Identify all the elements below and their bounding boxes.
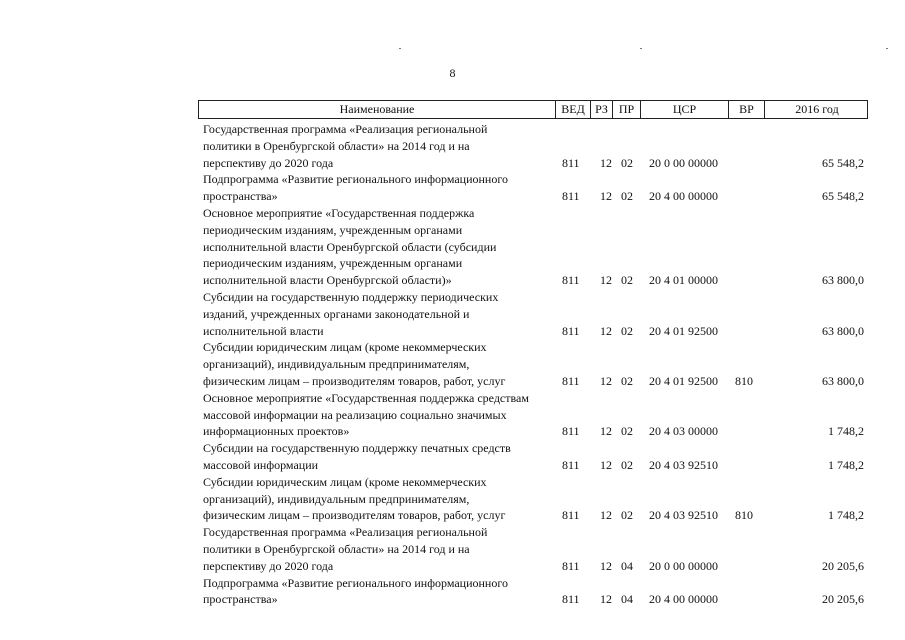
row-rz: 12 [600,558,612,573]
row-ved: 811 [562,424,580,439]
scan-speck [640,48,642,49]
row-rz: 12 [600,457,612,472]
row-rz: 12 [600,155,612,170]
row-amount: 1 748,2 [828,457,864,472]
row-pr: 02 [621,155,633,170]
column-header-pr: ПР [613,101,641,118]
row-amount: 65 548,2 [822,155,864,170]
row-csr: 20 4 00 00000 [649,189,718,204]
column-header-name: Наименование [199,101,556,118]
row-pr: 02 [621,373,633,388]
row-amount: 20 205,6 [822,558,864,573]
row-name: Субсидии на государственную поддержку печатных средств массовой информации [203,441,511,472]
row-csr: 20 4 00 00000 [649,592,718,607]
page-number: 8 [449,66,456,80]
row-vr: 810 [735,508,753,523]
table-header [198,100,868,119]
row-amount: 63 800,0 [822,373,864,388]
row-pr: 02 [621,323,633,338]
table-row [203,575,868,609]
row-name: Субсидии на государственную поддержку периодических изданий, учрежденных органами законодательной и исполнительной власти [203,289,499,338]
row-ved: 811 [562,457,580,472]
row-csr: 20 0 00 00000 [649,558,718,573]
row-csr: 20 4 03 92510 [649,457,718,472]
row-amount: 1 748,2 [828,424,864,439]
table-row [203,474,868,524]
row-rz: 12 [600,592,612,607]
table-row [203,440,868,474]
row-pr: 02 [621,424,633,439]
row-name: Подпрограмма «Развитие регионального информационного пространства» [203,575,508,607]
table-row [203,289,868,339]
row-name: Основное мероприятие «Государственная поддержка периодическим изданиям, учрежденным органами исполнительной власти Оренбургской области (субсидии периодическим изданиям, учрежденным органами исполнительной власти Оренбургской области)» [203,205,497,288]
table-row [203,205,868,289]
row-rz: 12 [600,273,612,288]
row-csr: 20 0 00 00000 [649,155,718,170]
table-row [203,171,868,205]
column-header-rz: РЗ [591,101,613,118]
column-header-vr: ВР [729,101,765,118]
table-row [203,524,868,574]
scan-speck [399,48,401,49]
row-pr: 04 [621,558,633,573]
row-csr: 20 4 03 92510 [649,508,718,523]
row-vr: 810 [735,373,753,388]
budget-table-body [203,121,868,608]
row-name: Государственная программа «Реализация региональной политики в Оренбургской области» на 2014 год и на перспективу до 2020 года [203,525,488,573]
row-ved: 811 [562,592,580,607]
row-amount: 20 205,6 [822,592,864,607]
row-name: Основное мероприятие «Государственная поддержка средствам массовой информации на реализацию социально значимых информационных проектов» [203,390,529,439]
column-header-csr: ЦСР [641,101,729,118]
row-pr: 02 [621,457,633,472]
table-row [203,121,868,171]
row-ved: 811 [562,155,580,170]
row-ved: 811 [562,508,580,523]
table-row [203,390,868,440]
row-name: Государственная программа «Реализация региональной политики в Оренбургской области» на 2014 год и на перспективу до 2020 года [203,122,488,170]
table-row [203,339,868,389]
row-amount: 1 748,2 [828,508,864,523]
row-rz: 12 [600,373,612,388]
row-ved: 811 [562,273,580,288]
row-csr: 20 4 01 00000 [649,273,718,288]
column-header-year: 2016 год [795,102,839,116]
scan-speck [886,48,888,49]
column-header-ved: ВЕД [556,101,591,118]
row-amount: 63 800,0 [822,323,864,338]
row-ved: 811 [562,323,580,338]
row-pr: 04 [621,592,633,607]
row-amount: 63 800,0 [822,273,864,288]
row-ved: 811 [562,189,580,204]
row-rz: 12 [600,508,612,523]
row-csr: 20 4 01 92500 [649,323,718,338]
row-pr: 02 [621,273,633,288]
row-name: Подпрограмма «Развитие регионального информационного пространства» [203,172,508,204]
row-name: Субсидии юридическим лицам (кроме некоммерческих организаций), индивидуальным предпринимателям, физическим лицам – производителям товаров, работ, услуг [203,340,506,388]
row-rz: 12 [600,189,612,204]
row-ved: 811 [562,558,580,573]
row-pr: 02 [621,189,633,204]
row-rz: 12 [600,424,612,439]
row-ved: 811 [562,373,580,388]
row-name: Субсидии юридическим лицам (кроме некоммерческих организаций), индивидуальным предпринимателям, физическим лицам – производителям товаров, работ, услуг [203,474,506,523]
row-csr: 20 4 01 92500 [649,373,718,388]
row-rz: 12 [600,323,612,338]
row-pr: 02 [621,508,633,523]
row-amount: 65 548,2 [822,189,864,204]
row-csr: 20 4 03 00000 [649,424,718,439]
